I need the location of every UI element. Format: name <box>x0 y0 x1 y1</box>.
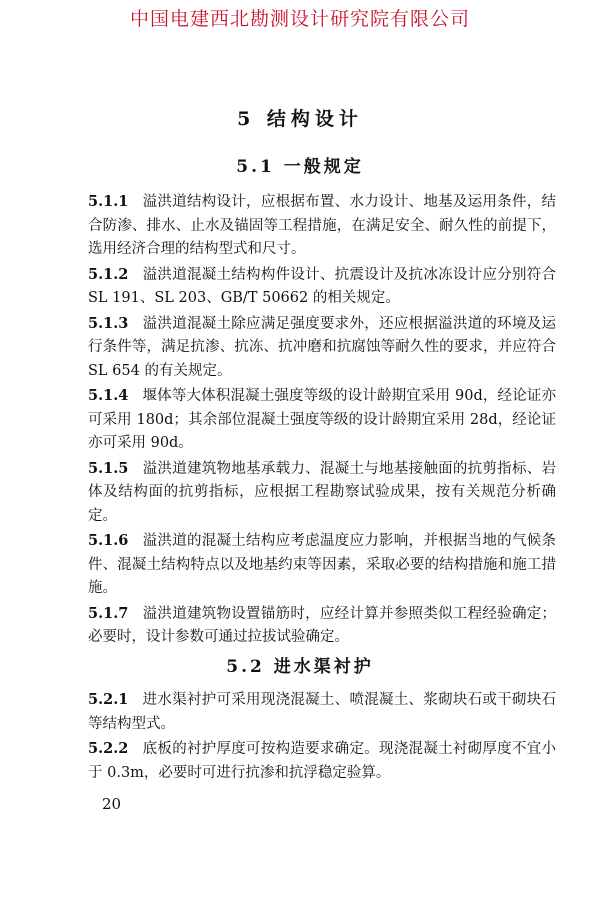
clause-5-1-5 <box>88 457 556 529</box>
clause-5-1-3 <box>88 312 556 384</box>
clause-number: 5.1.4 <box>88 387 129 404</box>
clause-text: 底板的衬护厚度可按构造要求确定。现浇混凝土衬砌厚度不宜小于 0.3m，必要时可进行抗渗和抗浮稳定验算。 <box>88 741 556 781</box>
clause-number: 5.1.2 <box>88 265 129 283</box>
clause-text: 进水渠衬护可采用现浇混凝土、喷混凝土、浆砌块石或干砌块石等结构型式。 <box>88 692 556 732</box>
chapter-title: 5 结构设计 <box>237 108 363 130</box>
section-title-5-2: 5.2 进水渠衬护 <box>226 657 374 677</box>
publisher-watermark: 中国电建西北勘测设计研究院有限公司 <box>129 8 470 30</box>
clause-number: 5.1.1 <box>88 193 129 210</box>
clause-number: 5.2.2 <box>88 740 129 757</box>
clause-number: 5.2.1 <box>88 691 129 708</box>
page-number: 20 <box>102 795 122 813</box>
clause-number: 5.1.5 <box>88 459 129 477</box>
section-5-2-body <box>88 688 556 786</box>
clause-text: 溢洪道建筑物设置锚筋时，应经计算并参照类似工程经验确定；必要时，设计参数可通过拉拔试验确定。 <box>88 605 556 645</box>
clause-number: 5.1.7 <box>88 604 129 622</box>
clause-number: 5.1.6 <box>88 532 129 549</box>
clause-5-1-6 <box>88 529 556 601</box>
section-title-5-1: 5.1 一般规定 <box>236 157 364 177</box>
clause-5-1-2 <box>88 263 556 311</box>
clause-text: 溢洪道混凝土结构构件设计、抗震设计及抗冰冻设计应分别符合 SL 191、SL 203、GB/T 50662 的相关规定。 <box>88 266 556 306</box>
clause-text: 溢洪道混凝土除应满足强度要求外，还应根据溢洪道的环境及运行条件等，满足抗渗、抗冻、抗冲磨和抗腐蚀等耐久性的要求，并应符合 SL 654 的有关规定。 <box>88 315 556 379</box>
clause-text: 堰体等大体积混凝土强度等级的设计龄期宜采用 90d，经论证亦可采用 180d；其余部位混凝土强度等级的设计龄期宜采用 28d，经论证亦可采用 90d。 <box>88 388 556 451</box>
clause-5-2-2 <box>88 737 556 785</box>
section-5-1-body <box>88 190 556 651</box>
clause-5-1-4 <box>88 384 556 456</box>
clause-5-1-7 <box>88 602 556 650</box>
clause-5-1-1 <box>88 190 556 262</box>
clause-text: 溢洪道的混凝土结构应考虑温度应力影响，并根据当地的气候条件、混凝土结构特点以及地基约束等因素，采取必要的结构措施和施工措施。 <box>88 533 556 596</box>
clause-text: 溢洪道建筑物地基承载力、混凝土与地基接触面的抗剪指标、岩体及结构面的抗剪指标，应根据工程勘察试验成果，按有关规范分析确定。 <box>88 460 556 524</box>
clause-text: 溢洪道结构设计，应根据布置、水力设计、地基及运用条件，结合防渗、排水、止水及锚固等工程措施，在满足安全、耐久性的前提下，选用经济合理的结构型式和尺寸。 <box>88 194 556 257</box>
clause-number: 5.1.3 <box>88 314 129 332</box>
clause-5-2-1 <box>88 688 556 736</box>
